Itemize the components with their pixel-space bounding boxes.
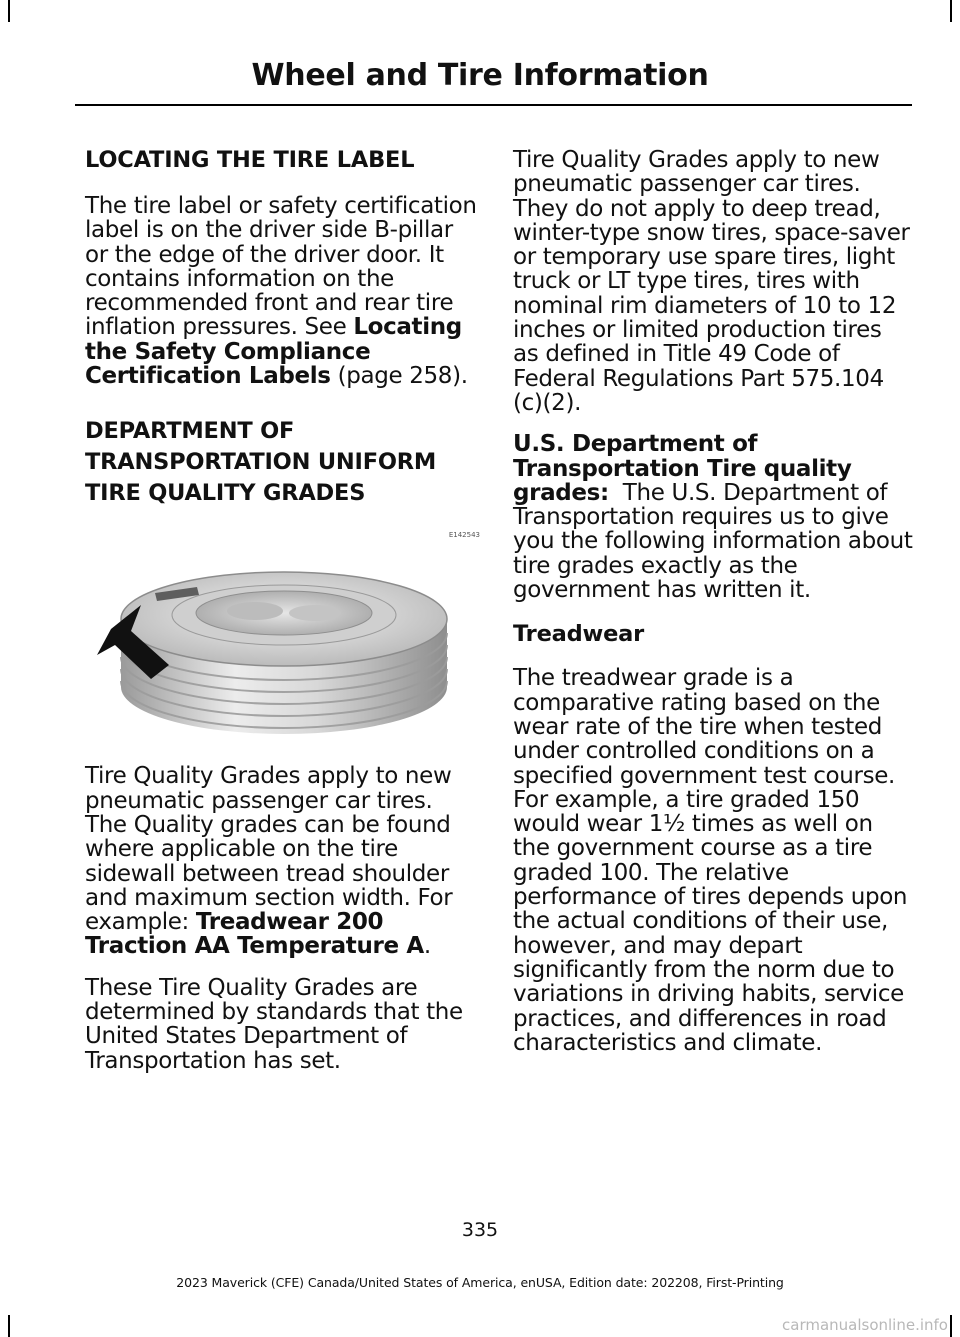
- tire-image: [85, 529, 480, 744]
- tire-illustration: [85, 529, 480, 744]
- page-number: 335: [461, 1219, 499, 1241]
- treadwear-paragraph: The treadwear grade is a comparative rating based on the wear rate of the tire when tested under controlled conditions on a specified government test course. For example, a tire graded 150 would wear 1½ times as well on the government course as a tire graded 100. The relative performance of tires depends upon the actual conditions of their use, however, and may depart significantly from the norm due to variations in driving habits, service practices, and differences in road characteristics and climate.: [513, 665, 908, 1056]
- right-column: [513, 148, 913, 1072]
- tire-label-text: The tire label or safety certification label is on the driver side B-pillar or the edge of the driver door. It contains information on the recommended front and rear tire inflation pressures. See: [85, 193, 477, 341]
- crop-mark: [8, 0, 10, 22]
- safety-labels-link[interactable]: Locating the Safety Compliance Certification Labels: [85, 314, 462, 390]
- heading-treadwear: Treadwear: [513, 621, 645, 648]
- usdot-paragraph: U.S. Department of Transportation Tire quality grades: The U.S. Department of Transportation requires us to give you the following information about tire grades exactly as the government has written it.: [513, 431, 913, 604]
- page-reference: (page 258).: [337, 363, 468, 390]
- crop-mark: [950, 1315, 952, 1337]
- figure-code: E142543: [448, 531, 480, 540]
- grades-example: Treadwear 200 Traction AA Temperature A: [85, 909, 424, 960]
- edition-footer: 2023 Maverick (CFE) Canada/United States of America, enUSA, Edition date: 202208, First-Printing: [176, 1275, 784, 1290]
- standards-paragraph: These Tire Quality Grades are determined by standards that the United States Department of Transportation has set.: [85, 974, 463, 1074]
- crop-mark: [8, 1315, 10, 1337]
- left-column: [85, 148, 480, 1090]
- grades-apply-paragraph: Tire Quality Grades apply to new pneumatic passenger car tires. They do not apply to deep tread, winter-type snow tires, space-saver or temporary use spare tires, light truck or LT type tires, tires with nominal rim diameters of 10 to 12 inches or limited production tires as defined in Title 49 Code of Federal Regulations Part 575.104 (c)(2).: [513, 147, 910, 416]
- watermark: carmanualsonline.info: [782, 1316, 948, 1334]
- heading-locating-tire-label: LOCATING THE TIRE LABEL: [85, 147, 415, 173]
- quality-grades-paragraph: Tire Quality Grades apply to new pneumatic passenger car tires. The Quality grades can be found where applicable on the tire sidewall between tread shoulder and maximum section width. For example: Treadwear 200 Traction AA Temperature A.: [85, 763, 453, 960]
- usdot-label: U.S. Department of Transportation Tire quality grades:: [513, 431, 852, 506]
- page-header-title: Wheel and Tire Information: [251, 58, 709, 93]
- crop-mark: [950, 0, 952, 22]
- header-divider: [75, 104, 912, 106]
- tire-label-paragraph: [85, 194, 480, 388]
- heading-dot-grades: DEPARTMENT OF TRANSPORTATION UNIFORM TIRE QUALITY GRADES: [85, 418, 437, 507]
